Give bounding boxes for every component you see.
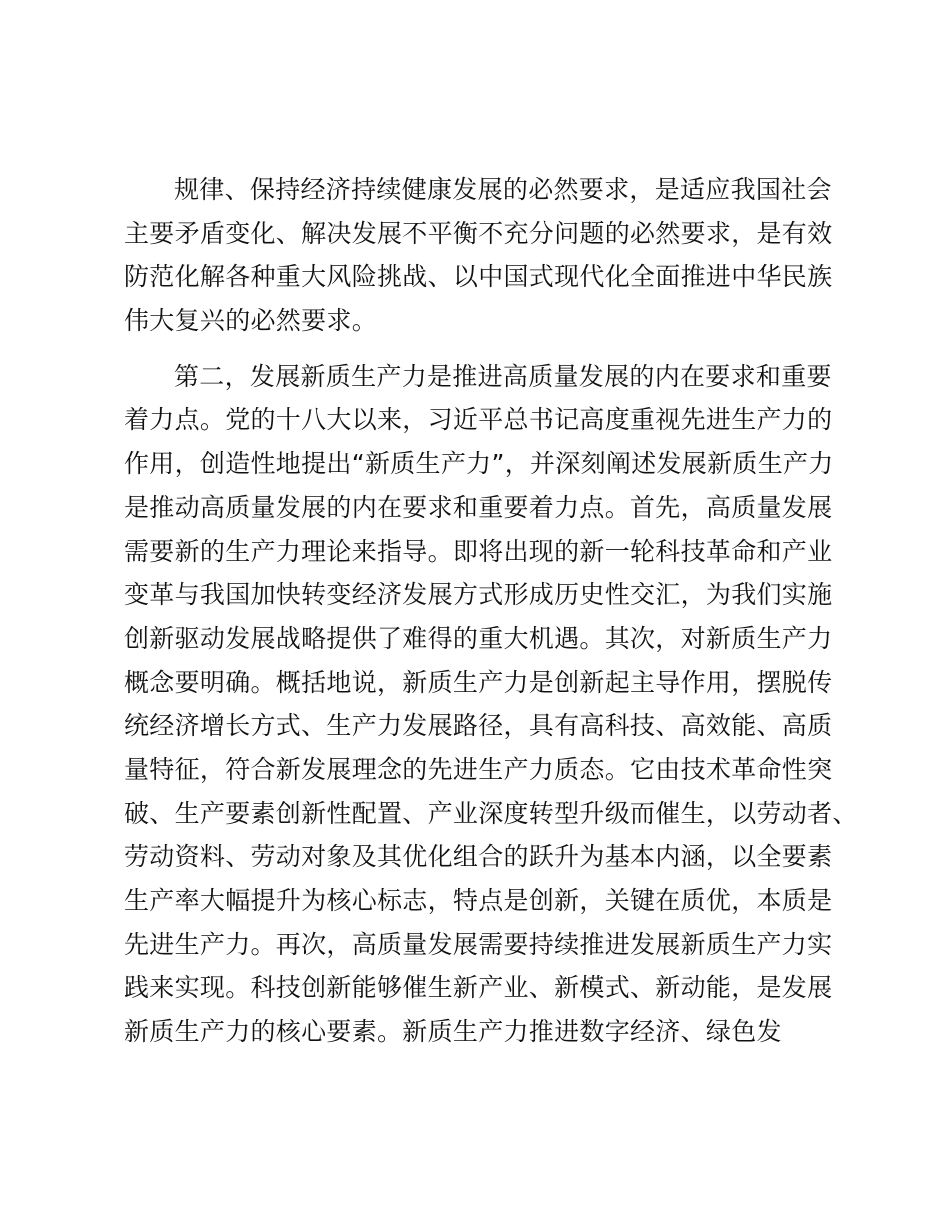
paragraph-1: [124, 168, 846, 343]
paragraph-line: 伟大复兴的必然要求。: [124, 306, 378, 336]
paragraph-line: 规律、保持经济持续健康发展的必然要求，是适应我国社会: [174, 175, 832, 204]
paragraph-line: 生产率大幅提升为核心标志，特点是创新，关键在质优，本质是: [124, 886, 833, 915]
paragraph-line: 践来实现。科技创新能够催生新产业、新模式、新动能，是发展: [124, 973, 833, 1003]
paragraph-line: 概念要明确。概括地说，新质生产力是创新起主导作用，摆脱传: [124, 667, 833, 697]
paragraph-line: 变革与我国加快转变经济发展方式形成历史性交汇，为我们实施: [124, 580, 833, 610]
paragraph-2: [124, 355, 858, 1054]
paragraph-line: 防范化解各种重大风险挑战、以中国式现代化全面推进中华民族: [124, 262, 833, 292]
paragraph-line: 破、生产要素创新性配置、产业深度转型升级而催生，以劳动者、: [124, 798, 858, 828]
paragraph-line: 着力点。党的十八大以来，习近平总书记高度重视先进生产力的: [124, 405, 833, 435]
paragraph-line: 量特征，符合新发展理念的先进生产力质态。它由技术革命性突: [124, 754, 833, 784]
paragraph-line: 新质生产力的核心要素。新质生产力推进数字经济、绿色发: [124, 1017, 782, 1047]
paragraph-line: 需要新的生产力理论来指导。即将出现的新一轮科技革命和产业: [124, 536, 833, 566]
paragraph-line: 第二，发展新质生产力是推进高质量发展的内在要求和重要: [174, 361, 832, 391]
body-text: [124, 168, 858, 1054]
paragraph-line: 统经济增长方式、生产力发展路径，具有高科技、高效能、高质: [124, 711, 833, 741]
paragraph-line: 创新驱动发展战略提供了难得的重大机遇。其次，对新质生产力: [124, 623, 833, 653]
paragraph-line: 是推动高质量发展的内在要求和重要着力点。首先，高质量发展: [124, 492, 833, 522]
paragraph-spacer: [124, 343, 846, 355]
paragraph-line: 先进生产力。再次，高质量发展需要持续推进发展新质生产力实: [124, 929, 833, 959]
paragraph-line: 劳动资料、劳动对象及其优化组合的跃升为基本内涵，以全要素: [124, 842, 833, 872]
paragraph-line: 主要矛盾变化、解决发展不平衡不充分问题的必然要求，是有效: [124, 218, 833, 248]
paragraph-line: 作用，创造性地提出“新质生产力”，并深刻阐述发展新质生产力: [124, 449, 834, 479]
